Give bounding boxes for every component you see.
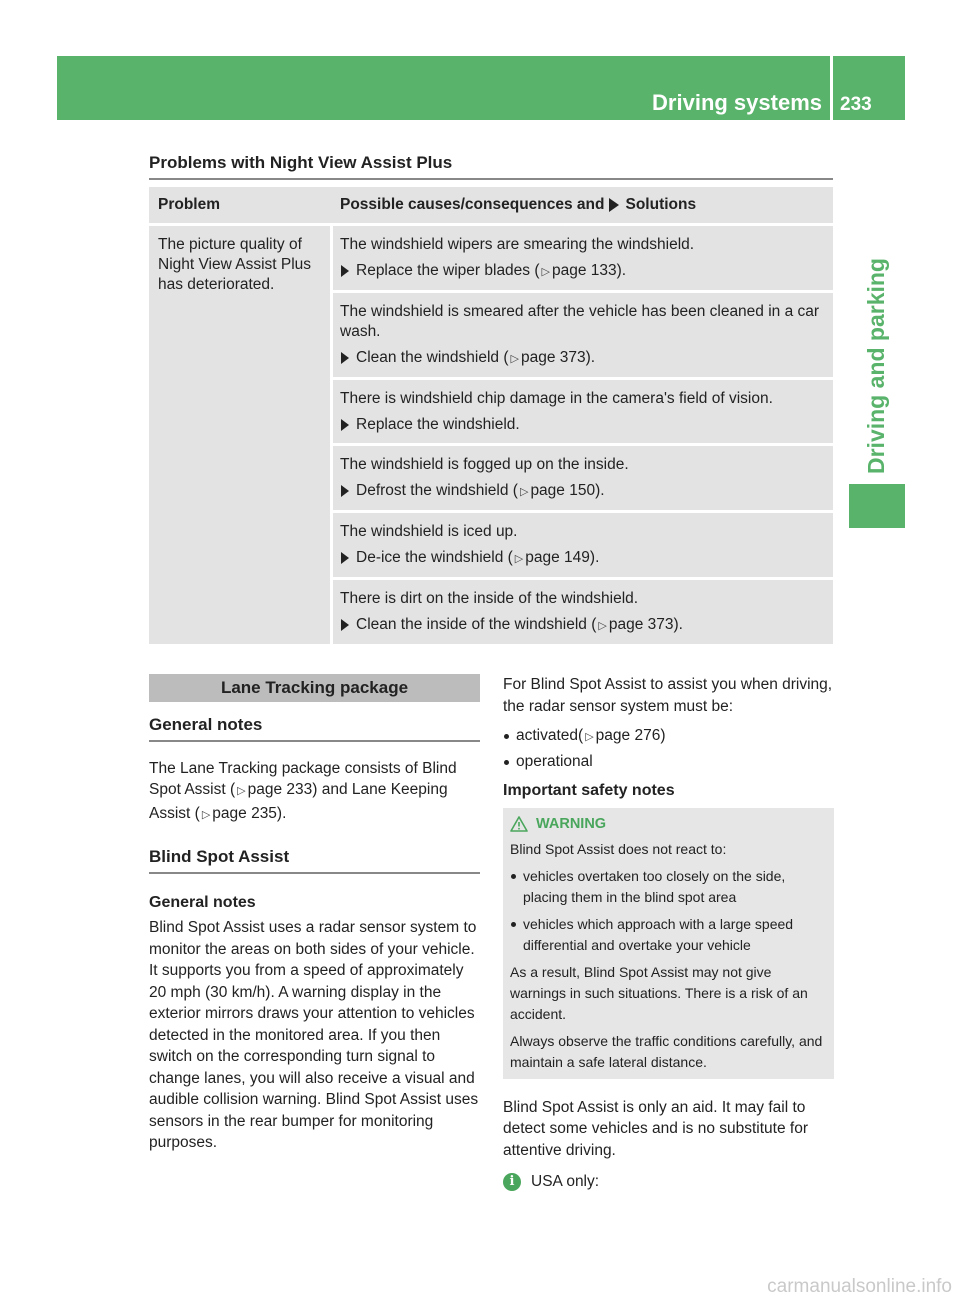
page-ref-link[interactable]: page 373).	[608, 616, 683, 633]
info-text: USA only:	[531, 1173, 600, 1190]
page-ref-link[interactable]: page 150).	[530, 482, 605, 499]
list-item: vehicles overtaken too closely on the side, placing them in the blind spot area	[510, 866, 828, 908]
list-item: vehicles which approach with a large speed differential and overtake your vehicle	[510, 914, 828, 956]
table-row	[333, 380, 833, 446]
page-number: 233	[840, 94, 872, 115]
bsa-text: Blind Spot Assist uses a radar sensor system to monitor the areas on both sides of your vehicle. It supports you from a speed of approximately 20 mph (30 km/h). A warning display in the exterior mirrors draws your attention to vehicles detected in the monitored area. If you then switch on the corresponding turn signal to change lanes, you will also receive a visual and audible collision warning. Blind Spot Assist uses sensors in the rear bumper for monitoring purposes.	[149, 919, 479, 1151]
page-ref-icon: ▷	[514, 553, 524, 565]
warning-list	[510, 866, 828, 956]
page-ref-icon: ▷	[541, 266, 550, 278]
solution-step	[340, 615, 827, 636]
watermark: carmanualsonline.info	[767, 1276, 952, 1297]
list-item	[503, 725, 834, 749]
table-body	[149, 226, 833, 644]
solution-text: Clean the windshield (	[356, 349, 509, 366]
action-arrow-icon	[341, 552, 349, 564]
solution-text: Replace the windshield.	[356, 416, 520, 433]
solution-step	[340, 548, 827, 569]
page-ref-icon: ▷	[585, 731, 594, 743]
cause-text: The windshield wipers are smearing the windshield.	[340, 236, 695, 253]
table-row	[333, 580, 833, 644]
cause-text: The windshield is fogged up on the inside.	[340, 456, 629, 473]
bsa-general-notes-heading: General notes	[149, 893, 256, 911]
action-arrow-icon	[609, 198, 619, 212]
info-note	[503, 1171, 834, 1193]
cause-text: There is dirt on the inside of the windshield.	[340, 590, 639, 607]
table-title: Problems with Night View Assist Plus	[149, 153, 453, 172]
page-ref-link[interactable]: page 233) and Lane Keeping Assist (	[149, 781, 448, 822]
warning-box	[503, 808, 834, 1079]
requirement-text: activated(	[516, 727, 584, 744]
solution-step	[340, 481, 827, 502]
warning-triangle-icon	[510, 816, 528, 832]
table-row	[333, 226, 833, 293]
header-causes	[333, 196, 833, 214]
side-tab-block	[849, 484, 905, 528]
warning-label: WARNING	[536, 815, 607, 832]
left-column	[149, 674, 480, 1170]
page-ref-icon: ▷	[598, 620, 607, 632]
solution-step	[340, 348, 827, 369]
warning-intro: Blind Spot Assist does not react to:	[510, 840, 727, 857]
action-arrow-icon	[341, 352, 349, 364]
solution-text: Replace the wiper blades (	[356, 262, 540, 279]
aid-notice: Blind Spot Assist is only an aid. It may fail to detect some vehicles and is no substitute for attentive driving.	[503, 1098, 808, 1159]
general-text: The Lane Tracking package consists of Blind Spot Assist (	[149, 759, 457, 798]
page-ref-link[interactable]: page 276)	[595, 727, 666, 744]
table-title-rule	[149, 178, 833, 180]
page-ref-icon: ▷	[201, 808, 211, 821]
chapter-title: Driving systems	[652, 90, 822, 115]
blind-spot-heading: Blind Spot Assist	[149, 846, 480, 874]
section-title: Lane Tracking package	[149, 674, 480, 702]
general-notes-heading: General notes	[149, 714, 480, 742]
causes-column	[333, 226, 833, 644]
page-ref-link[interactable]: page 133).	[552, 262, 627, 279]
header-separator	[830, 56, 833, 120]
page-ref-link[interactable]: page 235).	[212, 804, 287, 822]
problem-cell: The picture quality of Night View Assist Plus has deteriorated.	[149, 226, 333, 644]
action-arrow-icon	[341, 265, 349, 277]
page-ref-icon: ▷	[510, 353, 519, 365]
page-ref-icon: ▷	[519, 486, 529, 498]
solution-step	[340, 415, 827, 435]
requirements-list	[503, 725, 834, 772]
solution-step	[340, 261, 827, 282]
page-ref-link[interactable]: page 373).	[520, 349, 596, 366]
side-tab-label: Driving and parking	[863, 258, 889, 474]
list-item: operational	[503, 751, 834, 773]
cause-text: The windshield is smeared after the vehicle has been cleaned in a car wash.	[340, 303, 820, 340]
solution-text: De-ice the windshield (	[356, 549, 513, 566]
warning-consequence: As a result, Blind Spot Assist may not give warnings in such situations. There is a risk of an accident.	[510, 963, 808, 1022]
table-row	[333, 446, 833, 513]
page-ref-icon: ▷	[237, 785, 246, 797]
cause-text: There is windshield chip damage in the camera's field of vision.	[340, 390, 773, 407]
header-problem: Problem	[158, 196, 221, 213]
header-solutions-label: Solutions	[625, 196, 697, 213]
solution-text: Clean the inside of the windshield (	[356, 616, 597, 633]
warning-advice: Always observe the traffic conditions carefully, and maintain a safe lateral distance.	[510, 1032, 823, 1070]
page-ref-link[interactable]: page 149).	[525, 549, 600, 566]
info-icon: i	[503, 1173, 521, 1191]
right-column	[503, 674, 834, 1193]
cause-text: The windshield is iced up.	[340, 523, 518, 540]
table-header-row	[149, 187, 833, 226]
problems-table	[149, 187, 833, 644]
warning-header	[510, 814, 828, 835]
action-arrow-icon	[341, 485, 349, 497]
header-causes-label: Possible causes/consequences and	[340, 196, 605, 213]
table-row	[333, 513, 833, 580]
action-arrow-icon	[341, 419, 349, 431]
action-arrow-icon	[341, 619, 349, 631]
requirements-intro: For Blind Spot Assist to assist you when driving, the radar sensor system must be:	[503, 676, 833, 715]
safety-notes-heading: Important safety notes	[503, 782, 675, 799]
solution-text: Defrost the windshield (	[356, 482, 518, 499]
table-row	[333, 293, 833, 380]
general-notes-text	[149, 758, 480, 827]
